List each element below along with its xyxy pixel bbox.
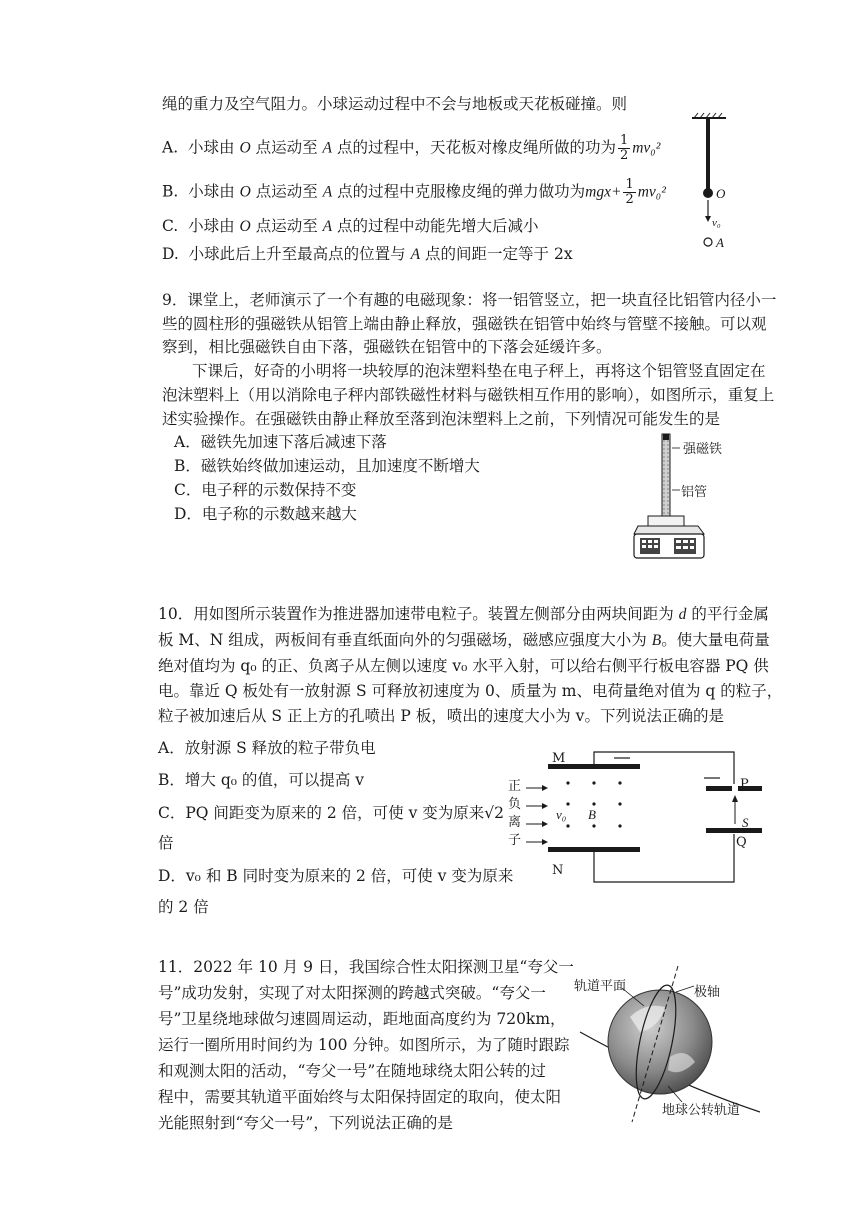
q10-label-q: Q	[736, 835, 747, 850]
q10-option-c: C．PQ 间距变为原来的 2 倍，可使 v 变为原来√2	[158, 804, 504, 822]
q8-label-v0: v₀	[712, 217, 721, 229]
q10-stem-line: 绝对值均为 q₀ 的正、负离子从左侧以速度 v₀ 水平入射，可以给右侧平行板电容器 PQ 供	[158, 657, 769, 675]
q8-option-a: A. 小球由 O 点运动至 A 点的过程中，天花板对橡皮绳所做的功为 $\frac{1}{2}$ mv₀²	[162, 133, 661, 163]
q9-option-d: D．电子称的示数越来越大	[174, 505, 357, 523]
q10-label-n: N	[552, 863, 564, 878]
q9-stem-line: 察到，相比强磁铁自由下落，强磁铁在铝管中的下落会延缓许多。	[162, 338, 612, 356]
q11-stem-line: 号”成功发射，实现了对太阳探测的跨越式突破。“夸父一	[158, 984, 546, 1002]
q10-ion-label: 子	[508, 833, 522, 848]
magnet-icon	[663, 434, 669, 440]
q8-option-d: D. 小球此后上升至最高点的位置与 A 点的间距一定等于 2x	[162, 245, 573, 263]
q9-stem-line: 些的圆柱形的强磁铁从铝管上端由静止释放，强磁铁在铝管中始终与管壁不接触。可以观	[162, 315, 767, 333]
point-a-icon	[704, 238, 712, 246]
q11-label-orbit-plane: 轨道平面	[574, 979, 627, 994]
q9-option-a: A．磁铁先加速下落后减速下落	[174, 433, 387, 451]
q10-option-a: A．放射源 S 释放的粒子带负电	[158, 739, 376, 757]
q10-ion-label: 负	[508, 797, 522, 812]
q10-stem-line: 10．用如图所示装置作为推进器加速带电粒子。装置左侧部分由两块间距为 d 的平行金属	[158, 605, 769, 623]
q11-label-revolution: 地球公转轨道	[662, 1103, 741, 1118]
q8-option-c: C. 小球由 O 点运动至 A 点的过程中动能先增大后减小	[162, 217, 539, 235]
ball-icon	[703, 188, 713, 198]
q11-stem-line: 11．2022 年 10 月 9 日，我国综合性太阳探测卫星“夸父一	[158, 958, 574, 976]
q11-stem-line: 运行一圈所用时间约为 100 分钟。如图所示，为了随时跟踪	[158, 1036, 570, 1054]
q11-label-axis: 极轴	[694, 985, 721, 1000]
q9-option-c: C．电子秤的示数保持不变	[174, 481, 357, 499]
q9-stem-line: 述实验操作。在强磁铁由静止释放至落到泡沫塑料上之前，下列情况可能发生的是	[162, 410, 721, 428]
arrow-down-icon	[705, 216, 711, 222]
q10-thruster-figure	[498, 748, 768, 886]
q9-option-b: B．磁铁始终做加速运动，且加速度不断增大	[174, 457, 480, 475]
q10-label-p: P	[740, 777, 749, 792]
q10-label-s: S	[742, 815, 749, 830]
q10-stem-line: 电。靠近 Q 板处有一放射源 S 可释放初速度为 0、质量为 m、电荷量绝对值为 q 的粒子，	[158, 682, 783, 700]
q8-label-o: O	[716, 186, 726, 201]
q8-label-a: A	[716, 235, 724, 250]
q10-label-b: B	[588, 807, 596, 822]
q10-option-d-cont: 的 2 倍	[158, 898, 209, 916]
q10-stem-line: 粒子被加速后从 S 正上方的孔喷出 P 板，喷出的速度大小为 v。下列说法正确的是	[158, 707, 724, 725]
foam-pad	[648, 516, 684, 526]
plate-q	[706, 828, 762, 833]
fraction: $\frac{1}{2}$	[625, 177, 634, 207]
fraction: $\frac{1}{2}$	[619, 133, 629, 163]
q10-label-m: M	[552, 751, 566, 766]
aluminum-tube	[662, 434, 670, 516]
q9-stem-line: 9．课堂上，老师演示了一个有趣的电磁现象：将一铝管竖立，把一块直径比铝管内径小一	[162, 291, 777, 309]
q8-intro-tail: 绳的重力及空气阻力。小球运动过程中不会与地板或天花板碰撞。则	[162, 95, 628, 113]
q9-label-magnet: 强磁铁	[683, 442, 723, 457]
q9-stem-line: 下课后，好奇的小明将一块较厚的泡沫塑料垫在电子秤上，再将这个铝管竖直固定在	[192, 362, 766, 380]
q9-stem-line: 泡沫塑料上（用以消除电子秤内部铁磁性材料与磁铁相互作用的影响），如图所示，重复上	[162, 386, 775, 404]
earth-icon	[608, 990, 712, 1094]
q10-label-v0: v₀	[556, 807, 567, 822]
plate-n	[548, 847, 640, 852]
q9-label-tube: 铝管	[681, 485, 708, 500]
q11-stem-line: 号”卫星绕地球做匀速圆周运动，距地面高度约为 720km，	[158, 1010, 566, 1028]
q11-stem-line: 光能照射到“夸父一号”，下列说法正确的是	[158, 1114, 453, 1132]
q11-stem-line: 和观测太阳的活动，“夸父一号”在随地球绕太阳公转的过	[158, 1062, 546, 1080]
q10-option-c-cont: 倍	[158, 834, 174, 852]
q10-ion-label: 离	[508, 815, 522, 830]
q10-option-d: D．v₀ 和 B 同时变为原来的 2 倍，可使 v 变为原来	[158, 867, 514, 885]
q11-stem-line: 程中，需要其轨道平面始终与太阳保持固定的取向，使太阳	[158, 1088, 562, 1106]
q10-stem-line: 板 M、N 组成，两板间有垂直纸面向外的匀强磁场，磁感应强度大小为 B。使大量电荷量	[158, 631, 770, 649]
q10-ion-label: 正	[508, 779, 522, 794]
q10-option-b: B．增大 q₀ 的值，可以提高 v	[158, 771, 365, 789]
q8-option-b: B. 小球由 O 点运动至 A 点的过程中克服橡皮绳的弹力做功为mgx+ $\frac{1}{2}$ mv₀²	[162, 177, 666, 207]
